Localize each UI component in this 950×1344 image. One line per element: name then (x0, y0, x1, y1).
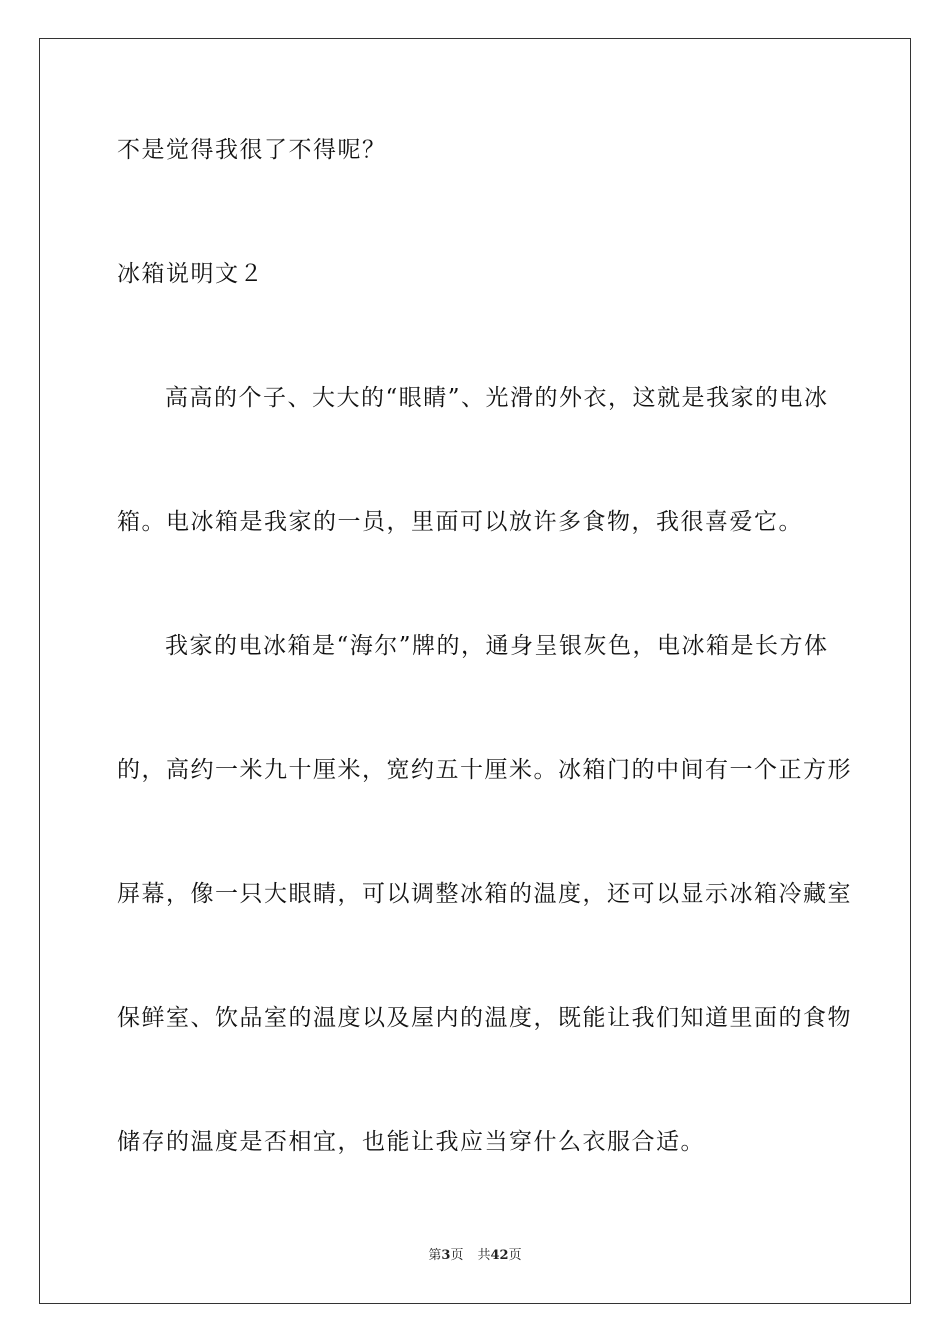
total-suffix: 页 (508, 1248, 522, 1263)
section-heading: 冰箱说明文２ (117, 261, 264, 287)
paragraph-2-line-5: 储存的温度是否相宜，也能让我应当穿什么衣服合适。 (117, 1129, 705, 1155)
page-prefix: 第 (428, 1248, 442, 1263)
paragraph-1-line-2: 箱。电冰箱是我家的一员，里面可以放许多食物，我很喜爱它。 (117, 509, 803, 535)
paragraph-2-line-1: 我家的电冰箱是“海尔”牌的，通身呈银灰色，电冰箱是长方体 (165, 633, 829, 659)
page-border (39, 38, 911, 1304)
paragraph-2-line-4: 保鲜室、饮品室的温度以及屋内的温度，既能让我们知道里面的食物 (117, 1005, 852, 1031)
paragraph-1-line-1: 高高的个子、大大的“眼睛”、光滑的外衣，这就是我家的电冰 (165, 385, 829, 411)
page-suffix: 页 (450, 1248, 464, 1263)
page-footer (0, 1247, 950, 1265)
paragraph-2-line-2: 的，高约一米九十厘米，宽约五十厘米。冰箱门的中间有一个正方形 (117, 757, 852, 783)
page-number: 3 (441, 1248, 451, 1263)
total-pages: 42 (490, 1248, 509, 1263)
paragraph-2-line-3: 屏幕，像一只大眼睛，可以调整冰箱的温度，还可以显示冰箱冷藏室 (117, 881, 852, 907)
total-prefix: 共 (477, 1248, 491, 1263)
text-line-1: 不是觉得我很了不得呢？ (117, 137, 387, 163)
